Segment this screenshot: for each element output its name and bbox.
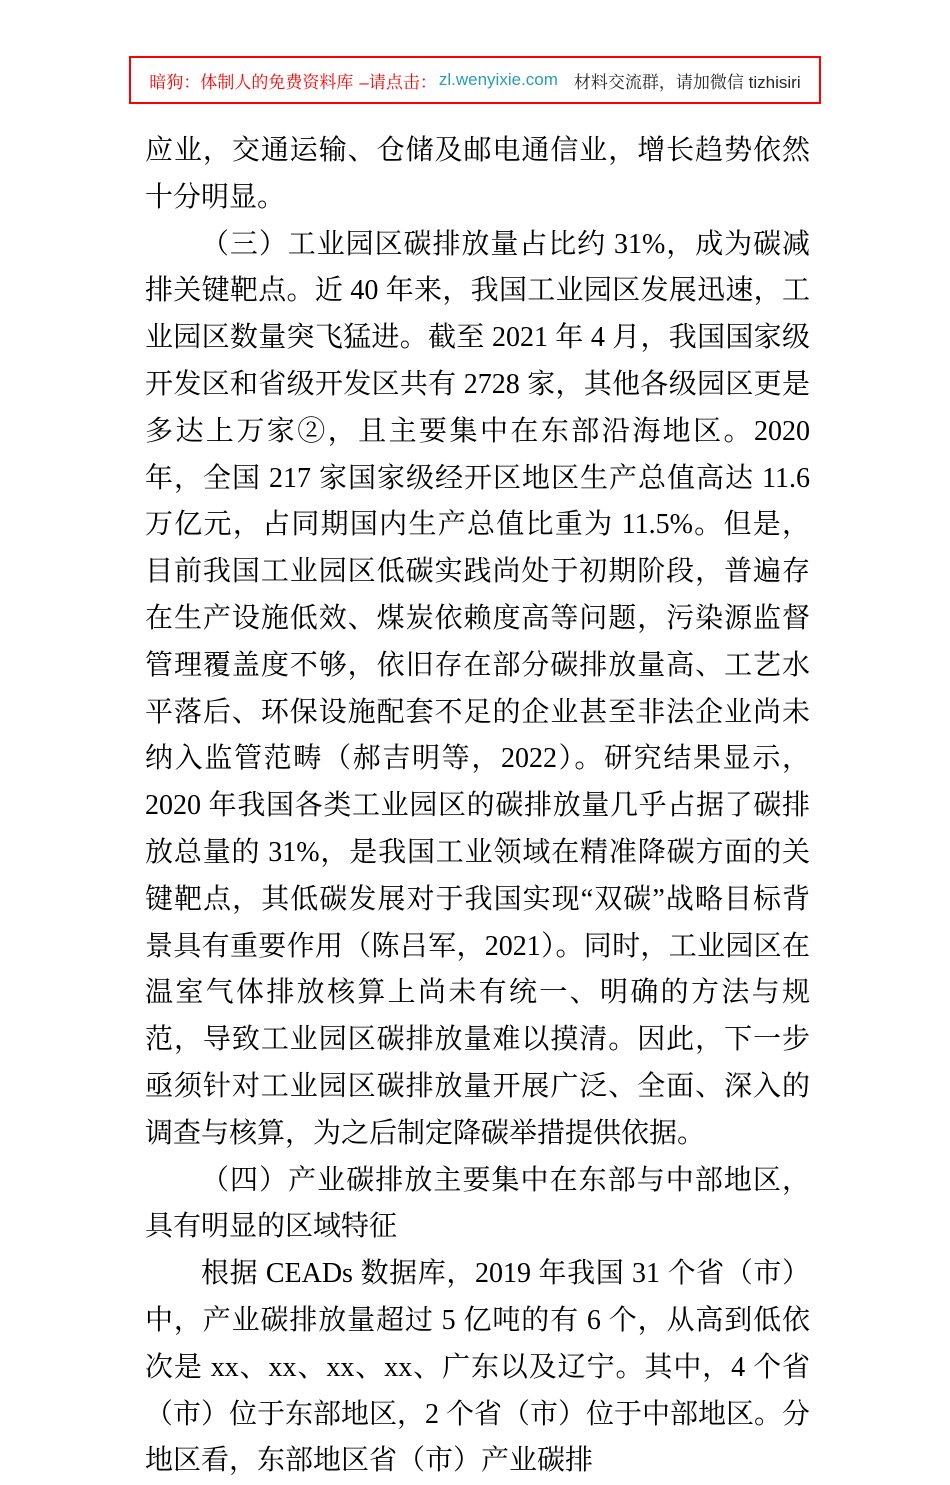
wechat-note: 材料交流群，请加微信 tizhisiri: [573, 72, 801, 92]
paragraph: 根据 CEADs 数据库，2019 年我国 31 个省（市）中，产业碳排放量超过 5 亿吨的有 6 个，从高到低依次是 xx、xx、xx、xx、广东以及辽宁。其中，4 个省（市）位于东部地区，2 个省（市）位于中部地区。分地区看，东部地区省（市）产业碳排: [145, 1258, 811, 1477]
paragraph: （四）产业碳排放主要集中在东部与中部地区，具有明显的区域特征: [145, 1164, 810, 1243]
paragraph: （三）工业园区碳排放量占比约 31%，成为碳减排关键靶点。近 40 年来，我国工业园区发展迅速，工业园区数量突飞猛进。截至 2021 年 4 月，我国国家级开发区和省级开发区共有 2728 家，其他各级园区更是多达上万家②，且主要集中在东部沿海地区。2020 年，全国 217 家国家级经开区地区生产总值高达 11.6 万亿元，占同期国内生产总值比重为 11.5%。但是，目前我国工业园区低碳实践尚处于初期阶段，普遍存在生产设施低效、煤炭依赖度高等问题，污染源监督管理覆盖度不够，依旧存在部分碳排放量高、工艺水平落后、环保设施配套不足的企业甚至非法企业尚未纳入监管范畴（郝吉明等，2022）。研究结果显示，2020 年我国各类工业园区的碳排放量几乎占据了碳排放总量的 31%，是我国工业领域在精准降碳方面的关键靶点，其低碳发展对于我国实现“双碳”战略目标背景具有重要作用（陈吕军，2021）。同时，工业园区在温室气体排放核算上尚未有统一、明确的方法与规范，导致工业园区碳排放量难以摸清。因此，下一步亟须针对工业园区碳排放量开展广泛、全面、深入的调查与核算，为之后制定降碳举措提供依据。: [145, 228, 810, 1149]
click-prompt: –请点击：: [359, 72, 437, 92]
document-page: [0, 56, 950, 1477]
document-body: [145, 128, 810, 1485]
site-title: 暗狗：体制人的免费资料库: [149, 72, 354, 92]
promo-link[interactable]: zl.wenyixie.com: [438, 70, 558, 89]
promo-banner: [129, 56, 821, 104]
paragraph: 应业，交通运输、仓储及邮电通信业，增长趋势依然十分明显。: [145, 135, 810, 213]
